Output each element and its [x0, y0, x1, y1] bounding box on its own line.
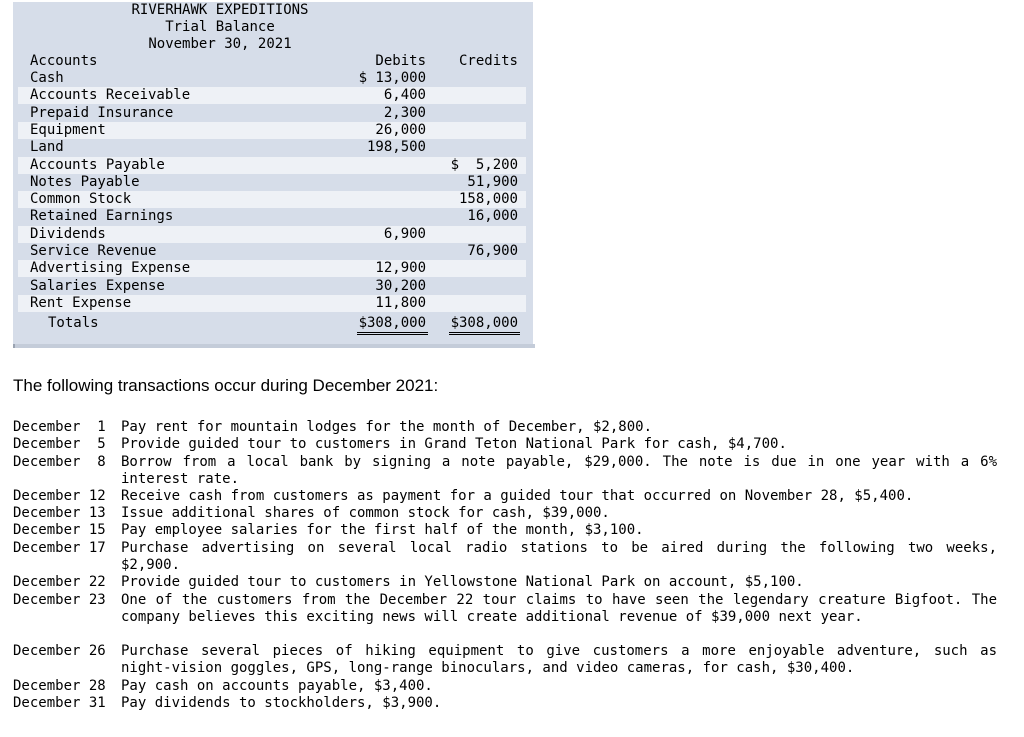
- debit-amount: 26,000: [375, 121, 426, 138]
- account-name: Accounts Payable: [30, 156, 165, 173]
- account-name: Equipment: [30, 121, 106, 138]
- debit-amount: 198,500: [366, 139, 426, 156]
- trial-balance-bottom-edge: [13, 344, 535, 348]
- transaction-item: [13, 540, 997, 574]
- table-row: [18, 191, 526, 208]
- credit-amount: 158,000: [458, 191, 518, 208]
- debit-amount: 2,300: [383, 104, 426, 121]
- transaction-description: Purchase advertising on several local radio stations to be aired during the following two weeks, $2,900.: [121, 540, 997, 574]
- credit-amount: 76,900: [467, 243, 518, 259]
- table-row: [18, 260, 526, 277]
- account-name: Advertising Expense: [30, 260, 191, 277]
- transaction-date: December 12: [13, 488, 106, 504]
- transaction-description: Pay rent for mountain lodges for the month of December, $2,800.: [121, 419, 653, 435]
- transaction-item: [13, 574, 997, 591]
- table-row: [18, 87, 526, 104]
- table-row: [18, 70, 526, 87]
- table-row: [18, 157, 526, 174]
- table-row: [18, 139, 526, 156]
- credit-amount: 16,000: [467, 208, 518, 225]
- transaction-description: Receive cash from customers as payment for a guided tour that occurred on November 28, $5,400.: [121, 488, 914, 504]
- transactions-intro: The following transactions occur during December 2021:: [13, 376, 439, 395]
- table-row: [18, 208, 526, 225]
- account-name: Dividends: [30, 225, 106, 242]
- account-name: Notes Payable: [30, 173, 140, 190]
- account-name: Land: [30, 139, 64, 156]
- account-name: Rent Expense: [30, 294, 132, 311]
- account-name: Service Revenue: [30, 243, 157, 259]
- transaction-item: [13, 522, 997, 539]
- transaction-description: Provide guided tour to customers in Yellowstone National Park on account, $5,100.: [121, 574, 804, 590]
- debit-amount: $ 13,000: [358, 70, 426, 86]
- account-name: Prepaid Insurance: [30, 104, 174, 121]
- transaction-item: [13, 592, 997, 626]
- debit-amount: 6,400: [383, 87, 426, 104]
- credit-amount: 51,900: [467, 173, 518, 190]
- transaction-date: December 13: [13, 505, 106, 521]
- account-name: Cash: [30, 70, 64, 86]
- transaction-date: December 23: [13, 592, 106, 608]
- transaction-description: One of the customers from the December 22 tour claims to have seen the legendary creature Bigfoot. The company believes this exciting news will create additional revenue of $39,000 next year.: [121, 592, 997, 626]
- transaction-description: Pay cash on accounts payable, $3,400.: [121, 678, 433, 694]
- transaction-date: December 8: [13, 454, 106, 470]
- accounts-column-header: Accounts: [30, 53, 98, 69]
- transaction-date: December 17: [13, 540, 106, 556]
- debit-amount: 6,900: [383, 225, 426, 242]
- total-credits: $308,000: [449, 315, 520, 335]
- table-row: [18, 278, 526, 295]
- transaction-date: December 1: [13, 419, 106, 435]
- credit-amount: $ 5,200: [450, 156, 518, 173]
- account-name: Salaries Expense: [30, 277, 165, 294]
- account-name: Common Stock: [30, 191, 132, 208]
- transaction-date: December 26: [13, 643, 106, 659]
- transaction-date: December 22: [13, 574, 106, 590]
- transaction-date: December 28: [13, 678, 106, 694]
- transaction-item: [13, 419, 997, 436]
- report-date: November 30, 2021: [148, 36, 292, 52]
- totals-label: Totals: [48, 315, 99, 331]
- credits-column-header: Credits: [458, 53, 518, 69]
- totals-row: [18, 315, 526, 332]
- transaction-date: December 15: [13, 522, 106, 538]
- company-name: RIVERHAWK EXPEDITIONS: [131, 2, 309, 18]
- transaction-item: [13, 505, 997, 522]
- table-row: [18, 243, 526, 260]
- transaction-item: [13, 643, 997, 677]
- transaction-item: [13, 454, 997, 488]
- debits-column-header: Debits: [375, 53, 426, 69]
- debit-amount: 12,900: [375, 260, 426, 277]
- transaction-date: December 5: [13, 436, 106, 452]
- transaction-description: Provide guided tour to customers in Grand Teton National Park for cash, $4,700.: [121, 436, 787, 452]
- transaction-item: [13, 678, 997, 695]
- transaction-item: [13, 488, 997, 505]
- transaction-description: Pay employee salaries for the first half of the month, $3,100.: [121, 522, 644, 538]
- transaction-description: Pay dividends to stockholders, $3,900.: [121, 695, 442, 711]
- debit-amount: 30,200: [375, 277, 426, 294]
- table-row: [18, 295, 526, 312]
- table-row: [18, 105, 526, 122]
- table-row: [18, 122, 526, 139]
- transaction-description: Purchase several pieces of hiking equipment to give customers a more enjoyable adventure, such as night-vision goggles, GPS, long-range binoculars, and video cameras, for cash, $30,400.: [121, 643, 997, 677]
- total-debits: $308,000: [357, 315, 428, 335]
- table-row: [18, 174, 526, 191]
- account-name: Retained Earnings: [30, 208, 174, 225]
- debit-amount: 11,800: [375, 294, 426, 311]
- account-name: Accounts Receivable: [30, 87, 191, 104]
- column-header-row: [18, 53, 526, 70]
- transaction-item: [13, 436, 997, 453]
- transaction-date: December 31: [13, 695, 106, 711]
- transaction-item: [13, 695, 997, 712]
- transaction-description: Borrow from a local bank by signing a note payable, $29,000. The note is due in one year with a 6% interest rate.: [121, 454, 997, 488]
- transaction-description: Issue additional shares of common stock for cash, $39,000.: [121, 505, 610, 521]
- table-row: [18, 226, 526, 243]
- report-title: Trial Balance: [165, 19, 275, 35]
